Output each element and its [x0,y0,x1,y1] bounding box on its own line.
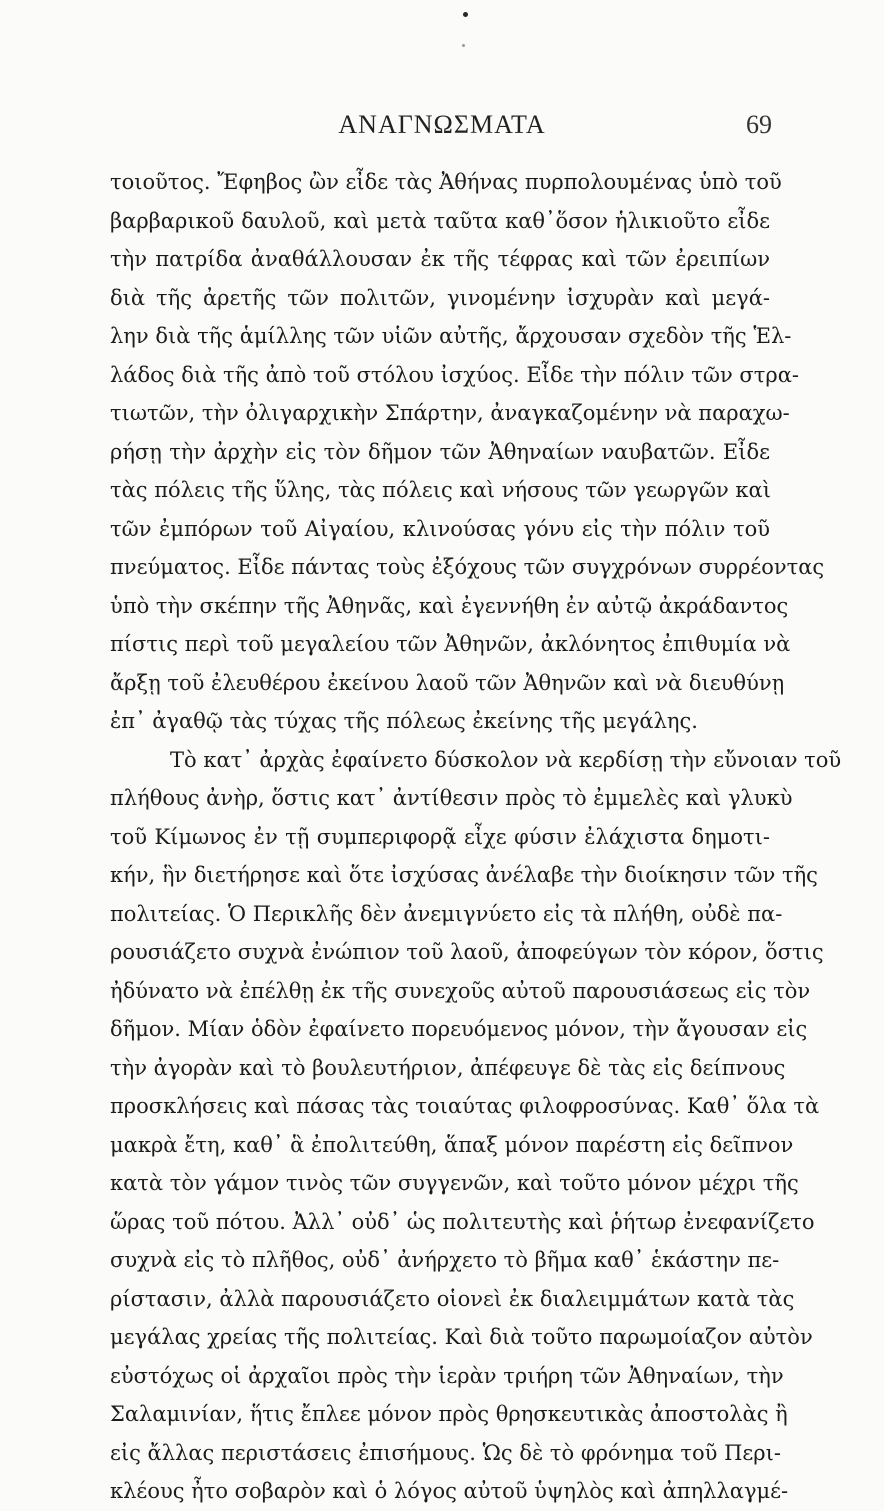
text-line: τιωτῶν, τὴν ὀλιγαρχικὴν Σπάρτην, ἀναγκαζομένην νὰ παραχω- [110,401,790,425]
text-line: συχνὰ εἰς τὸ πλῆθος, οὐδ᾽ ἀνήρχετο τὸ βῆμα καθ᾽ ἑκάστην πε- [110,1248,780,1272]
text-line: ρήσῃ τὴν ἀρχὴν εἰς τὸν δῆμον τῶν Ἀθηναίων ναυβατῶν. Εἶδε [110,439,770,464]
text-line: μεγάλας χρείας τῆς πολιτείας. Καὶ διὰ τοῦτο παρωμοίαζον αὐτὸν [110,1325,813,1349]
ink-speck [462,44,465,47]
text-line: εὐστόχως οἱ ἀρχαῖοι πρὸς τὴν ἱερὰν τριήρη τῶν Ἀθηναίων, τὴν [110,1363,784,1388]
text-line: βαρβαρικοῦ δαυλοῦ, καὶ μετὰ ταῦτα καθ᾽ὅσον ἡλικιοῦτο εἶδε [110,208,770,233]
text-line: πολιτείας. Ὁ Περικλῆς δὲν ἀνεμιγνύετο εἰς τὰ πλήθη, οὐδὲ πα- [110,901,783,926]
text-line: ρίστασιν, ἀλλὰ παρουσιάζετο οἱονεὶ ἐκ διαλειμμάτων κατὰ τὰς [110,1286,795,1311]
text-line: τὴν πατρίδα ἀναθάλλουσαν ἐκ τῆς τέφρας καὶ τῶν ἐρειπίων [110,247,770,271]
text-line: κατὰ τὸν γάμον τινὸς τῶν συγγενῶν, καὶ τοῦτο μόνον μέχρι τῆς [110,1171,799,1195]
text-line: ἄρξῃ τοῦ ἐλευθέρου ἐκείνου λαοῦ τῶν Ἀθηνῶν καὶ νὰ διευθύνῃ [110,670,785,695]
text-line: πίστις περὶ τοῦ μεγαλείου τῶν Ἀθηνῶν, ἀκλόνητος ἐπιθυμία νὰ [110,632,791,656]
text-line: ἐπ᾽ ἀγαθῷ τὰς τύχας τῆς πόλεως ἐκείνης τῆς μεγάλης. [110,709,698,733]
paragraph [110,163,825,741]
paragraph [110,741,842,1511]
text-line: κλέους ἦτο σοβαρὸν καὶ ὁ λόγος αὐτοῦ ὑψηλὸς καὶ ἀπηλλαγμέ- [110,1479,789,1503]
text-line: πλήθους ἀνὴρ, ὅστις κατ᾽ ἀντίθεσιν πρὸς τὸ ἐμμελὲς καὶ γλυκὺ [110,786,793,810]
body-text [110,163,842,1511]
text-line: ἠδύνατο νὰ ἐπέλθῃ ἐκ τῆς συνεχοῦς αὐτοῦ παρουσιάσεως εἰς τὸν [110,978,811,1003]
text-line: τοιοῦτος. Ἔφηβος ὢν εἶδε τὰς Ἀθήνας πυρπολουμένας ὑπὸ τοῦ [110,170,782,194]
text-line: τὰς πόλεις τῆς ὕλης, τὰς πόλεις καὶ νήσους τῶν γεωργῶν καὶ [110,478,771,502]
text-line: τοῦ Κίμωνος ἐν τῇ συμπεριφορᾷ εἶχε φύσιν ἐλάχιστα δημοτι- [110,824,770,849]
running-title: ΑΝΑΓΝΩΣΜΑΤΑ [338,110,546,139]
text-line: προσκλήσεις καὶ πάσας τὰς τοιαύτας φιλοφροσύνας. Καθ᾽ ὅλα τὰ [110,1094,820,1118]
text-line: πνεύματος. Εἶδε πάντας τοὺς ἐξόχους τῶν συγχρόνων συρρέοντας [110,555,825,579]
text-line: διὰ τῆς ἀρετῆς τῶν πολιτῶν, γινομένην ἰσχυρὰν καὶ μεγά- [110,285,770,310]
text-line: ρουσιάζετο συχνὰ ἐνώπιον τοῦ λαοῦ, ἀποφεύγων τὸν κόρον, ὅστις [110,940,824,964]
text-line: κήν, ἣν διετήρησε καὶ ὅτε ἰσχύσας ἀνέλαβε τὴν διοίκησιν τῶν τῆς [110,863,818,887]
text-line: λάδος διὰ τῆς ἀπὸ τοῦ στόλου ἰσχύος. Εἶδε τὴν πόλιν τῶν στρα- [110,362,799,387]
text-line: τῶν ἐμπόρων τοῦ Αἰγαίου, κλινούσας γόνυ εἰς τὴν πόλιν τοῦ [110,516,770,541]
text-line: ὥρας τοῦ πότου. Ἀλλ᾽ οὐδ᾽ ὡς πολιτευτὴς καὶ ῥήτωρ ἐνεφανίζετο [110,1209,815,1234]
text-line: Τὸ κατ᾽ ἀρχὰς ἐφαίνετο δύσκολον νὰ κερδίσῃ τὴν εὔνοιαν τοῦ [170,747,842,772]
text-line: ὑπὸ τὴν σκέπην τῆς Ἀθηνᾶς, καὶ ἐγεννήθη ἐν αὐτῷ ἀκράδαντος [110,593,789,618]
text-line: Σαλαμινίαν, ἥτις ἔπλεε μόνον πρὸς θρησκευτικὰς ἀποστολὰς ἢ [110,1402,788,1426]
text-line: εἰς ἄλλας περιστάσεις ἐπισήμους. Ὡς δὲ τὸ φρόνημα τοῦ Περι- [110,1440,781,1465]
text-line: λην διὰ τῆς ἁμίλλης τῶν υἱῶν αὐτῆς, ἄρχουσαν σχεδὸν τῆς Ἑλ- [110,324,792,348]
ink-speck [463,12,468,17]
text-line: μακρὰ ἔτη, καθ᾽ ἃ ἐπολιτεύθη, ἅπαξ μόνον παρέστη εἰς δεῖπνον [110,1132,794,1157]
text-line: δῆμον. Μίαν ὁδὸν ἐφαίνετο πορευόμενος μόνον, τὴν ἄγουσαν εἰς [110,1017,808,1041]
page-number: 69 [746,110,772,139]
text-line: τὴν ἀγορὰν καὶ τὸ βουλευτήριον, ἀπέφευγε δὲ τὰς εἰς δείπνους [110,1055,786,1080]
running-head [0,104,884,144]
